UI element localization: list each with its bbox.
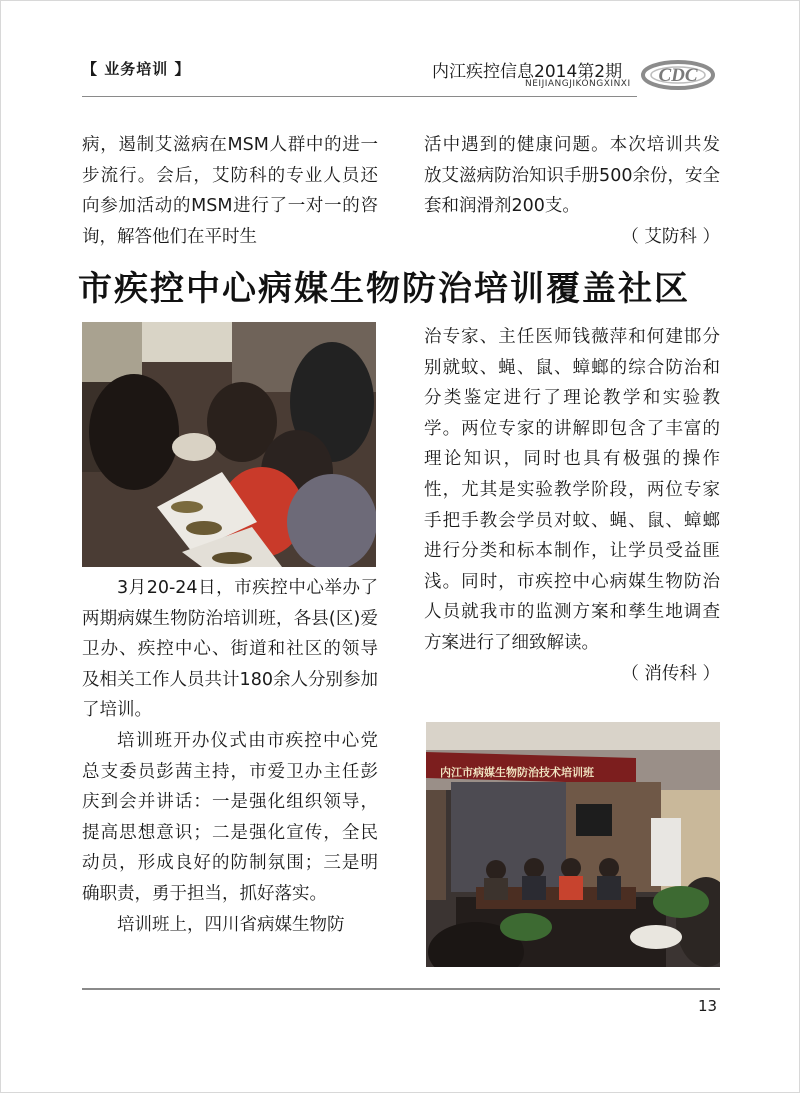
prev-article-right-col — [424, 130, 720, 252]
meeting-illustration — [426, 722, 720, 967]
logo-text: CDC — [658, 65, 698, 86]
article-right-col — [424, 322, 720, 689]
article-paragraph-2: 培训班开办仪式由市疾控中心党总支委员彭茜主持，市爱卫办主任彭庆到会并讲话：一是强化组织领导，提高思想意识；二是强化宣传，全民动员，形成良好的防制氛围；三是明确职责，勇于担当，抓好落实。 — [82, 730, 378, 904]
article-left-col — [82, 573, 378, 940]
section-label: 【 业务培训 】 — [82, 60, 191, 78]
lab-training-illustration — [82, 322, 376, 567]
prev-article-left-col — [82, 130, 378, 252]
article-title: 市疾控中心病媒生物防治培训覆盖社区 — [78, 269, 690, 309]
magazine-title: 内江疾控信息2014第2期 — [432, 62, 623, 82]
prev-article-left-text: 病，遏制艾滋病在MSM人群中的进一步流行。会后，艾防科的专业人员还向参加活动的MSM进行了一对一的咨询，解答他们在平时生 — [82, 135, 378, 247]
magazine-subtitle: NEIJIANGJIKONGXINXI — [525, 79, 631, 89]
meeting-banner-text: 内江市病媒生物防治技术培训班 — [440, 766, 594, 779]
cdc-logo — [640, 56, 716, 94]
page-number: 13 — [698, 997, 718, 1015]
article-right-text: 治专家、主任医师钱薇萍和何建邯分别就蚊、蝇、鼠、蟑螂的综合防治和分类鉴定进行了理论教学和实验教学。两位专家的讲解即包含了丰富的理论知识，同时也具有极强的操作性，尤其是实验教学阶段，两位专家手把手教会学员对蚊、蝇、鼠、蟑螂进行分类和标本制作，让学员受益匪浅。同时，市疾控中心病媒生物防治人员就我市的监测方案和孳生地调查方案进行了细致解读。 — [424, 327, 720, 653]
lab-training-photo — [82, 322, 376, 567]
article-paragraph-3: 培训班上，四川省病媒生物防 — [117, 914, 345, 935]
footer-rule — [82, 988, 720, 990]
prev-article-right-text: 活中遇到的健康问题。本次培训共发放艾滋病防治知识手册500余份，安全套和润滑剂200支。 — [424, 135, 720, 217]
prev-article-credit: （ 艾防科 ） — [621, 226, 720, 247]
meeting-photo — [426, 722, 720, 967]
header-rule — [82, 96, 637, 97]
article-credit: （ 消传科 ） — [621, 663, 720, 684]
article-paragraph-1: 3月20-24日，市疾控中心举办了两期病媒生物防治培训班，各县(区)爱卫办、疾控中心、街道和社区的领导及相关工作人员共计180余人分别参加了培训。 — [82, 578, 378, 721]
